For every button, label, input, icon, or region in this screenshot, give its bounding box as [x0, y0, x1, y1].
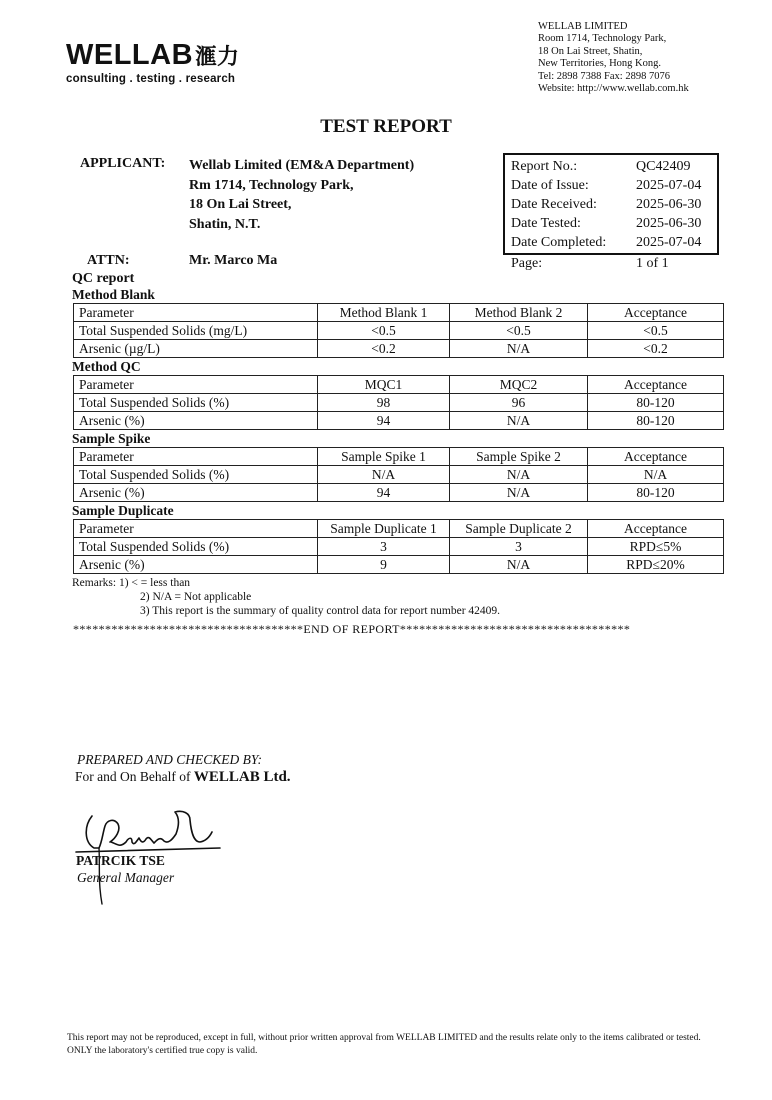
- table-row: [74, 322, 724, 340]
- parameter-cell: Arsenic (µg/L): [74, 340, 318, 358]
- header-cell: Sample Duplicate 2: [450, 520, 588, 538]
- table-row: [74, 340, 724, 358]
- acceptance-cell: 80-120: [588, 394, 724, 412]
- company-logo: [66, 40, 239, 85]
- address-line: Website: http://www.wellab.com.hk: [538, 83, 689, 95]
- value-cell: N/A: [450, 466, 588, 484]
- date-completed-value: 2025-07-04: [636, 235, 702, 250]
- acceptance-cell: RPD≤20%: [588, 556, 724, 574]
- footer-disclaimer: This report may not be reproduced, except in full, without prior written approval from WELLAB LIMITED and the results relate only to the items calibrated or tested. ONLY the laboratory's certified true copy is valid.: [67, 1033, 701, 1056]
- date-of-issue-row: [511, 176, 709, 195]
- header-cell: Method Blank 1: [318, 304, 450, 322]
- header-cell: Parameter: [74, 304, 318, 322]
- applicant-line: Shatin, N.T.: [189, 216, 261, 232]
- header-cell: Sample Spike 1: [318, 448, 450, 466]
- acceptance-cell: <0.5: [588, 322, 724, 340]
- page-title: TEST REPORT: [320, 116, 452, 137]
- table-header-row: [74, 304, 724, 322]
- header-cell: Acceptance: [588, 304, 724, 322]
- page-number: [511, 256, 711, 272]
- header-cell: Parameter: [74, 376, 318, 394]
- section-heading-method-qc: Method QC: [72, 359, 141, 374]
- date-of-issue-value: 2025-07-04: [636, 178, 702, 193]
- value-cell: N/A: [450, 412, 588, 430]
- end-of-report-line: ************************************END OF REPORT************************************: [73, 622, 631, 636]
- value-cell: 9: [318, 556, 450, 574]
- company-address: [538, 21, 689, 95]
- signatory-name: PATRCIK TSE: [76, 853, 165, 868]
- remark-line: 3) This report is the summary of quality control data for report number 42409.: [140, 605, 501, 617]
- parameter-cell: Arsenic (%): [74, 412, 318, 430]
- parameter-cell: Total Suspended Solids (%): [74, 466, 318, 484]
- header-cell: Method Blank 2: [450, 304, 588, 322]
- logo-chinese-name: 滙力: [195, 45, 240, 70]
- header-cell: Sample Duplicate 1: [318, 520, 450, 538]
- value-cell: 98: [318, 394, 450, 412]
- on-behalf-company: WELLAB Ltd.: [193, 769, 291, 785]
- table-row: [74, 556, 724, 574]
- report-number-label: Report No.:: [511, 159, 578, 174]
- applicant-line: Wellab Limited (EM&A Department): [189, 158, 415, 173]
- parameter-cell: Total Suspended Solids (mg/L): [74, 322, 318, 340]
- section-heading-sample-spike: Sample Spike: [72, 431, 151, 446]
- prepared-by-label: PREPARED AND CHECKED BY:: [77, 752, 262, 767]
- table-row: [74, 412, 724, 430]
- attn-value: Mr. Marco Ma: [189, 253, 278, 268]
- acceptance-cell: N/A: [588, 466, 724, 484]
- date-of-issue-label: Date of Issue:: [511, 178, 589, 193]
- report-number-row: [511, 157, 709, 176]
- applicant-label: APPLICANT:: [80, 156, 166, 171]
- page-value: 1 of 1: [636, 256, 669, 271]
- table-row: [74, 484, 724, 502]
- remark-line: Remarks: 1) < = less than: [72, 577, 191, 589]
- table-row: [74, 538, 724, 556]
- address-line: New Territories, Hong Kong.: [538, 58, 662, 70]
- section-heading-method-blank: Method Blank: [72, 287, 155, 302]
- value-cell: <0.2: [318, 340, 450, 358]
- date-tested-value: 2025-06-30: [636, 216, 702, 231]
- date-completed-row: [511, 233, 709, 252]
- parameter-cell: Arsenic (%): [74, 484, 318, 502]
- value-cell: <0.5: [318, 322, 450, 340]
- header-cell: Parameter: [74, 520, 318, 538]
- method-qc-table: [73, 375, 724, 430]
- signatory-title: General Manager: [77, 870, 175, 885]
- sample-spike-table: [73, 447, 724, 502]
- header-cell: Parameter: [74, 448, 318, 466]
- logo-wordmark: WELLAB: [66, 39, 194, 71]
- value-cell: <0.5: [450, 322, 588, 340]
- table-header-row: [74, 376, 724, 394]
- remarks: [72, 576, 500, 618]
- value-cell: 3: [318, 538, 450, 556]
- parameter-cell: Arsenic (%): [74, 556, 318, 574]
- value-cell: N/A: [318, 466, 450, 484]
- header-cell: Acceptance: [588, 376, 724, 394]
- header-cell: Acceptance: [588, 520, 724, 538]
- date-tested-row: [511, 214, 709, 233]
- logo-tagline: consulting . testing . research: [66, 73, 236, 85]
- applicant-line: Rm 1714, Technology Park,: [189, 177, 354, 193]
- date-received-value: 2025-06-30: [636, 197, 702, 212]
- sample-duplicate-table: [73, 519, 724, 574]
- remark-line: 2) N/A = Not applicable: [140, 591, 252, 603]
- date-received-label: Date Received:: [511, 197, 597, 212]
- acceptance-cell: 80-120: [588, 484, 724, 502]
- value-cell: N/A: [450, 556, 588, 574]
- address-line: 18 On Lai Street, Shatin,: [538, 45, 643, 57]
- parameter-cell: Total Suspended Solids (%): [74, 538, 318, 556]
- report-number-value: QC42409: [636, 159, 691, 174]
- header-cell: MQC1: [318, 376, 450, 394]
- acceptance-cell: <0.2: [588, 340, 724, 358]
- attn-label: ATTN:: [87, 253, 130, 268]
- table-header-row: [74, 448, 724, 466]
- date-tested-label: Date Tested:: [511, 216, 581, 231]
- applicant-details: [189, 156, 414, 234]
- table-row: [74, 466, 724, 484]
- table-row: [74, 394, 724, 412]
- acceptance-cell: 80-120: [588, 412, 724, 430]
- applicant-line: 18 On Lai Street,: [189, 197, 292, 212]
- acceptance-cell: RPD≤5%: [588, 538, 724, 556]
- on-behalf-line: [75, 769, 291, 786]
- method-blank-table: [73, 303, 724, 358]
- date-received-row: [511, 195, 709, 214]
- value-cell: N/A: [450, 340, 588, 358]
- table-header-row: [74, 520, 724, 538]
- parameter-cell: Total Suspended Solids (%): [74, 394, 318, 412]
- value-cell: N/A: [450, 484, 588, 502]
- value-cell: 94: [318, 412, 450, 430]
- header-cell: MQC2: [450, 376, 588, 394]
- report-info-box: [503, 153, 719, 255]
- date-completed-label: Date Completed:: [511, 235, 607, 250]
- address-line: Room 1714, Technology Park,: [538, 33, 667, 45]
- section-heading-sample-duplicate: Sample Duplicate: [72, 503, 174, 518]
- address-line: WELLAB LIMITED: [538, 21, 628, 32]
- value-cell: 96: [450, 394, 588, 412]
- value-cell: 94: [318, 484, 450, 502]
- qc-report-heading: QC report: [72, 271, 135, 286]
- page-label: Page:: [511, 256, 543, 271]
- header-cell: Acceptance: [588, 448, 724, 466]
- header-cell: Sample Spike 2: [450, 448, 588, 466]
- address-line: Tel: 2898 7388 Fax: 2898 7076: [538, 70, 670, 82]
- value-cell: 3: [450, 538, 588, 556]
- on-behalf-prefix: For and On Behalf of: [75, 769, 194, 784]
